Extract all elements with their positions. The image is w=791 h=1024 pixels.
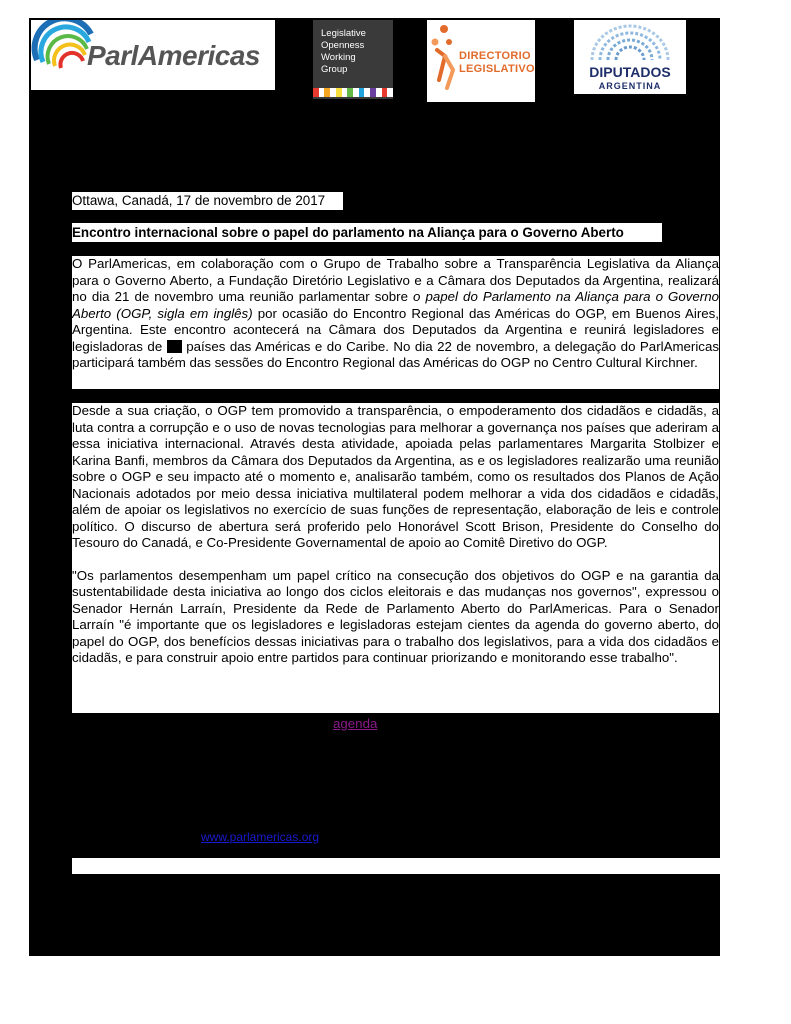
dateline: Ottawa, Canadá, 17 de novembro de 2017 [72, 192, 343, 210]
redaction-gap [72, 858, 720, 874]
diputados-title: DIPUTADOS [589, 64, 671, 80]
parlamericas-wordmark: ParlAmericas [87, 40, 261, 71]
redacted-number [167, 340, 182, 353]
paragraph-1-text-b: por ocasião do Encontro Regional das Américas do OGP, em Buenos Aires, Argentina. Este encontro acontecerá na Câmara dos Deputados da Argentina e reunirá legisladores e legisladoras de [72, 305, 719, 354]
paragraph-1 [72, 256, 719, 389]
parlamericas-website-link[interactable]: www.parlamericas.org [201, 830, 320, 844]
paragraph-1-italic: o papel do Parlamento na Aliança para o Governo Aberto (OGP, sigla em inglês) [72, 289, 719, 321]
lowg-logo [313, 20, 393, 99]
directorio-line-2: LEGISLATIVO [459, 63, 535, 75]
parliament-dome-icon [574, 20, 686, 64]
lowg-line-1: Legislative [321, 28, 366, 39]
paragraph-3-quote: "Os parlamentos desempenham um papel crítico na consecução dos objetivos do OGP e na garantia da sustentabilidade desta iniciativa ao longo dos ciclos eleitorais e das mudanças nos governos", expressou o Senador Hernán Larraín, Presidente da Rede de Parlamento Aberto do ParlAmericas. Para o Senador Larraín "é importante que os legisladores e legisladoras estejam cientes da agenda do governo aberto, do papel do OGP, dos benefícios dessas iniciativas para o trabalho dos legislativos, para a vida dos cidadãos e cidadãs, e para construir apoio entre partidos para continuar priorizando e monitorando esse trabalho". [72, 567, 719, 665]
agenda-link[interactable]: agenda [333, 716, 378, 731]
diputados-logo [574, 20, 686, 94]
paragraph-1-text-a: O ParlAmericas, em colaboração com o Grupo de Trabalho sobre a Transparência Legislativa da Aliança para o Governo Aberto, a Fundação Diretório Legislativo e a Câmara dos Deputados da Argentina, realizará no dia 21 de novembro uma reunião parlamentar sobre [72, 256, 719, 304]
lowg-line-3: Working [321, 52, 356, 63]
lowg-line-4: Group [321, 64, 348, 75]
lowg-color-bar [313, 88, 393, 97]
lowg-line-2: Openness [321, 40, 365, 51]
directorio-line-1: DIRECTORIO [459, 50, 531, 62]
diputados-subtitle: ARGENTINA [598, 81, 662, 91]
headline: Encontro internacional sobre o papel do parlamento na Aliança para o Governo Aberto [72, 223, 662, 242]
paragraph-1-text-c: países das Américas e do Caribe. No dia 22 de novembro, a delegação do ParlAmericas participará também das sessões do Encontro Regional das Américas do OGP no Centro Cultural Kirchner. [72, 338, 719, 370]
paragraph-2: Desde a sua criação, o OGP tem promovido a transparência, o empoderamento dos cidadãos e cidadãs, a luta contra a corrupção e o uso de novas tecnologias para melhorar a governança nos países que aderiram a essa iniciativa internacional. Através desta atividade, apoiada pelas parlamentares Margarita Stolbizer e Karina Banfi, membros da Câmara dos Deputados da Argentina, as e os legisladores realizarão uma reunião sobre o OGP e seu impacto até o momento e, analisarão também, como os resultados dos Planos de Ação Nacionais adotados por meio dessa iniciativa multilateral podem melhorar a vida dos cidadãos e cidadãs, além de apoiar os legislativos no exercício de suas funções de representação, elaboração de leis e controle político. O discurso de abertura será proferido pelo Honorável Scott Brison, Presidente do Conselho do Tesouro do Canadá, e Co-Presidente Governamental de apoio ao Comitê Diretivo do OGP. [72, 403, 719, 550]
body-text-block [72, 403, 719, 713]
parlamericas-logo [31, 20, 275, 90]
directorio-logo [427, 20, 535, 102]
